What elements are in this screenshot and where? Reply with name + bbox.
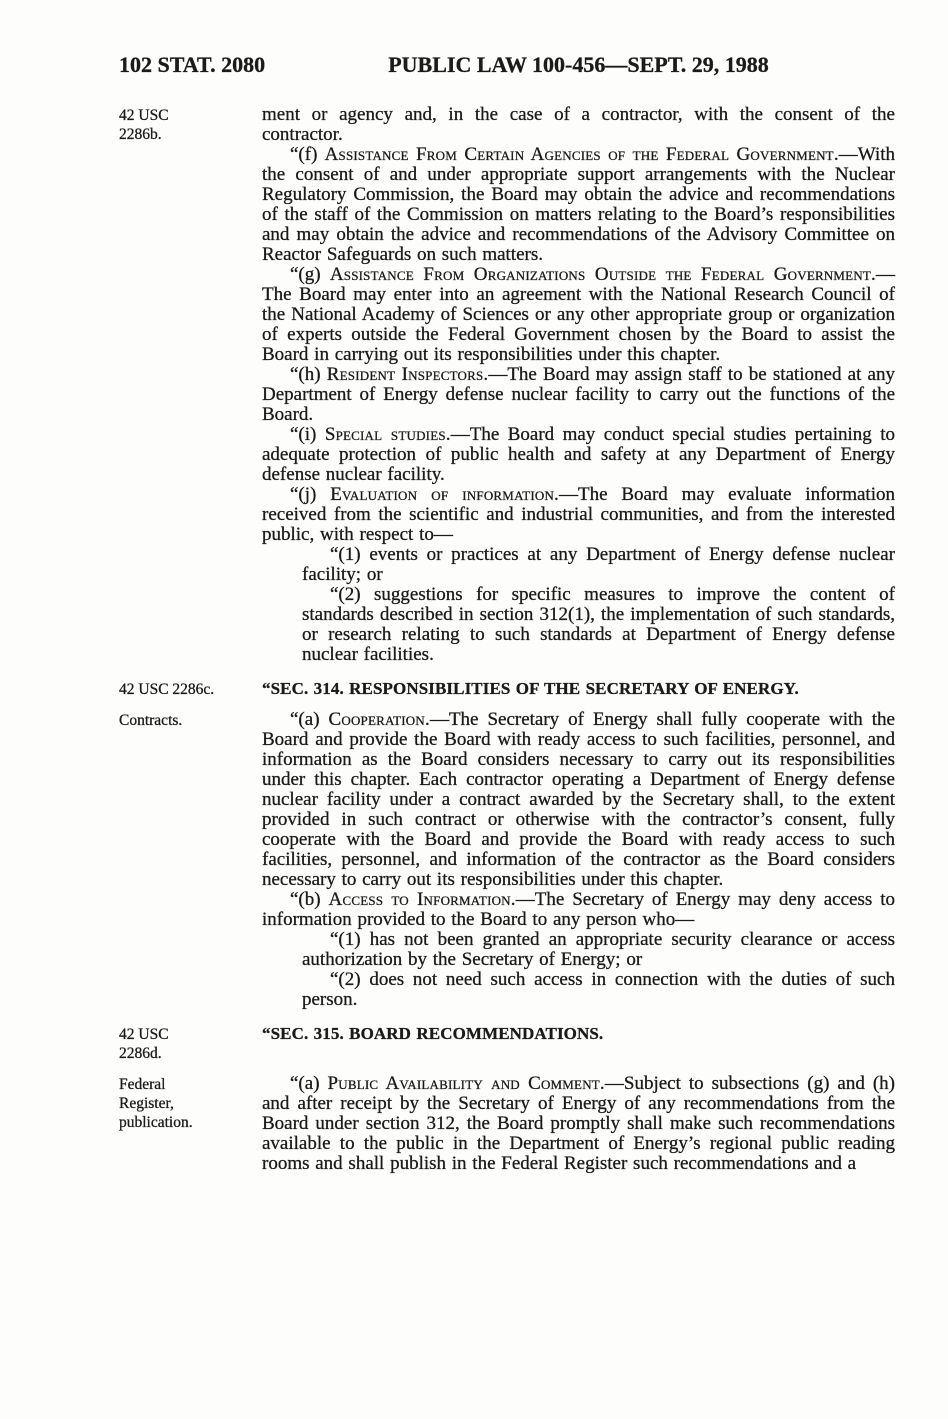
paragraph-continuation: ment or agency and, in the case of a contractor, with the consent of the contractor. xyxy=(262,104,895,145)
block-sec-315-a xyxy=(119,1074,948,1174)
paragraph-subsection-a-cooperation xyxy=(262,710,895,890)
paragraph-subsection-f xyxy=(262,145,895,265)
paragraph-subsection-b-item-1: “(1) has not been granted an appropriate security clearance or access authorization by the Secretary of Energy; or xyxy=(302,929,895,970)
body-column xyxy=(262,105,895,665)
section-315-heading: “SEC. 315. BOARD RECOMMENDATIONS. xyxy=(262,1024,604,1043)
subsection-number: “(h) xyxy=(290,364,327,385)
margin-note-text: 42 USC 2286d. xyxy=(119,1026,169,1062)
paragraph-subsection-b-access xyxy=(262,890,895,930)
subsection-number: “(a) xyxy=(290,1073,328,1094)
section-314-heading: “SEC. 314. RESPONSIBILITIES OF THE SECRETARY OF ENERGY. xyxy=(262,679,799,698)
subsection-number: “(b) xyxy=(290,889,329,910)
subsection-number: “(j) xyxy=(290,484,331,505)
subsection-title: Access to Information. xyxy=(328,889,516,910)
subsection-title: Assistance From Organizations Outside the Federal Government. xyxy=(329,264,876,285)
body-column xyxy=(262,710,895,890)
margin-note-text: Contracts. xyxy=(119,712,183,729)
paragraph-subsection-h xyxy=(262,365,895,425)
margin-note-text: Federal Register, publication. xyxy=(119,1076,193,1131)
body-column xyxy=(262,890,895,1010)
body-column xyxy=(262,1074,895,1174)
subsection-number: “(g) xyxy=(290,264,330,285)
subsection-text: —The Board may conduct special studies pertaining to adequate protection of public health and safety at any Department of Energy defense nuclear facility. xyxy=(262,424,896,485)
block-sec-315-heading xyxy=(119,1024,948,1063)
margin-note-42usc2286b xyxy=(119,105,262,144)
margin-note-empty xyxy=(119,890,262,891)
subsection-number: “(a) xyxy=(290,709,329,730)
subsection-text: —The Board may evaluate information received from the scientific and industrial communities, and from the interested public, with respect to— xyxy=(262,484,895,545)
subsection-title: Resident Inspectors. xyxy=(326,364,489,385)
subsection-title: Assistance From Certain Agencies of the Federal Government. xyxy=(324,144,839,165)
stat-page-number: 102 STAT. 2080 xyxy=(119,52,266,77)
subsection-title: Special studies. xyxy=(324,424,451,445)
page-header xyxy=(0,52,948,80)
paragraph-subsection-j-item-1: “(1) events or practices at any Department of Energy defense nuclear facility; or xyxy=(302,544,895,585)
public-law-title: PUBLIC LAW 100-456—SEPT. 29, 1988 xyxy=(388,52,769,77)
subsection-text: —Subject to subsections (g) and (h) and after receipt by the Secretary of Energy of any recommendations from the Board under section 312, the Board promptly shall make such recommendations available to the public in the Department of Energy’s regional public reading rooms and shall publish in the Federal Register such recommendations and a xyxy=(262,1073,895,1174)
page-content xyxy=(0,105,948,1174)
subsection-number: “(f) xyxy=(290,144,325,165)
paragraph-subsection-i xyxy=(262,425,895,485)
margin-note-42usc2286c xyxy=(119,679,262,699)
margin-note-contracts xyxy=(119,710,262,730)
margin-note-text: 42 USC 2286c. xyxy=(119,681,215,698)
subsection-text: —The Board may enter into an agreement with the National Research Council of the National Academy of Sciences or any other appropriate group or organization of experts outside the Federal Government chosen by the Board to assist the Board in carrying out its responsibilities under this chapter. xyxy=(262,264,895,365)
margin-note-federal-register xyxy=(119,1074,262,1132)
paragraph-subsection-j xyxy=(262,485,895,545)
margin-note-text: 42 USC 2286b. xyxy=(119,107,169,143)
paragraph-subsection-j-item-2: “(2) suggestions for specific measures to improve the content of standards described in section 312(1), the implementation of such standards, or research relating to such standards at Department of Energy defense nuclear facilities. xyxy=(302,584,895,665)
subsection-text: —The Board may assign staff to be stationed at any Department of Energy defense nuclear facility to carry out the functions of the Board. xyxy=(262,364,895,425)
paragraph-subsection-g xyxy=(262,265,895,365)
subsection-title: Evaluation of information. xyxy=(330,484,560,505)
block-sec-314-b xyxy=(119,890,948,1010)
body-column xyxy=(262,679,895,699)
body-column xyxy=(262,1024,895,1044)
margin-note-42usc2286d xyxy=(119,1024,262,1063)
subsection-title: Cooperation. xyxy=(328,709,430,730)
subsection-title: Public Availability and Comment. xyxy=(327,1073,605,1094)
block-sec-314-a xyxy=(119,710,948,890)
subsection-text: —The Secretary of Energy may deny access to information provided to the Board to any person who— xyxy=(262,889,895,930)
block-sec-314-heading xyxy=(119,679,948,699)
subsection-text: —The Secretary of Energy shall fully cooperate with the Board and provide the Board with ready access to such facilities, personnel, and information as the Board considers necessary to carry out its responsibilities under this chapter. Each contractor operating a Department of Energy defense nuclear facility under a contract awarded by the Secretary shall, to the extent provided in such contract or otherwise with the contractor’s consent, fully cooperate with the Board and provide the Board with ready access to such facilities, personnel, and information of the contractor as the Board considers necessary to carry out its responsibilities under this chapter. xyxy=(262,709,895,890)
paragraph-subsection-b-item-2: “(2) does not need such access in connection with the duties of such person. xyxy=(302,969,895,1010)
subsection-number: “(i) xyxy=(290,424,325,445)
subsection-text: —With the consent of and under appropriate support arrangements with the Nuclear Regulatory Commission, the Board may obtain the advice and recommendations of the staff of the Commission on matters relating to the Board’s responsibilities and may obtain the advice and recommendations of the Advisory Committee on Reactor Safeguards on such matters. xyxy=(262,144,896,265)
block-sec-313 xyxy=(119,105,948,665)
paragraph-subsection-a-public-availability xyxy=(262,1074,895,1174)
